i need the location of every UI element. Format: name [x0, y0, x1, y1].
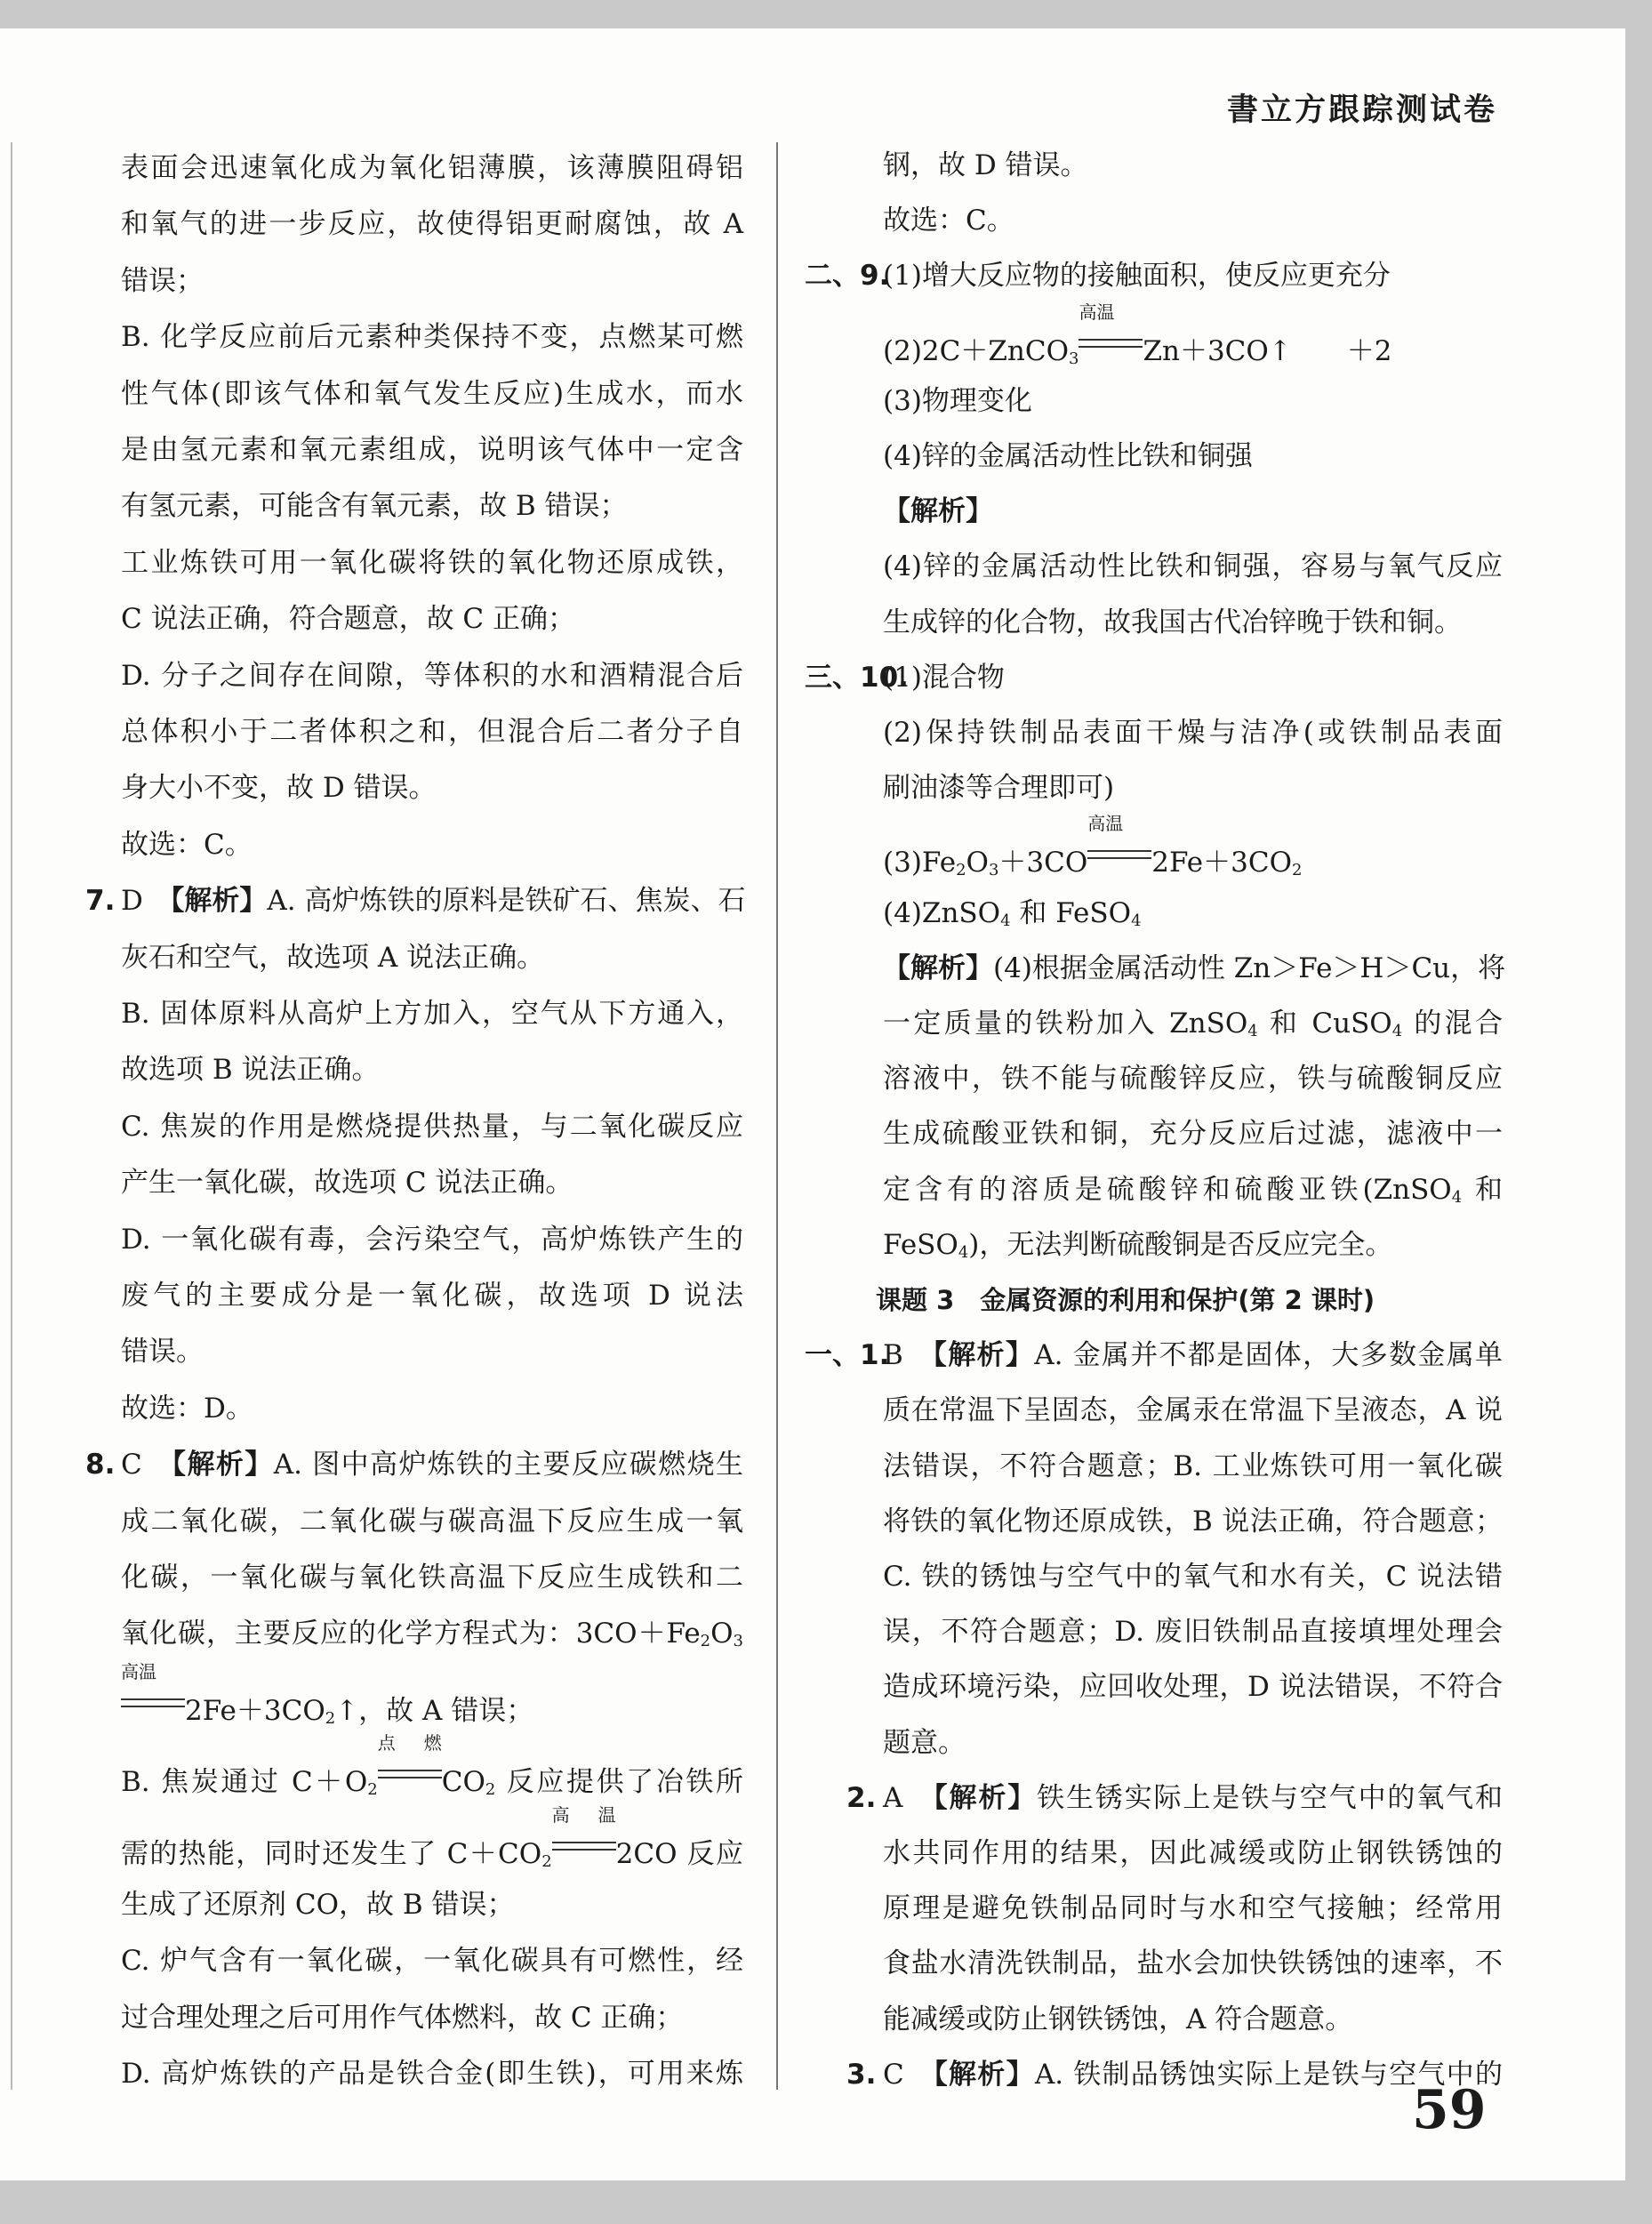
text-line [121, 1389, 743, 1428]
text-run: A. 高炉炼铁的原料是铁矿石、焦炭、石 [267, 885, 746, 918]
analysis-label: 【解析】 [172, 1449, 274, 1481]
text-run: 铁生锈实际上是铁与空气中的氧气和 [1037, 1781, 1504, 1814]
subscript: 3 [733, 1632, 743, 1651]
text-line [883, 1834, 1503, 1873]
text-run: (3)Fe [883, 847, 957, 879]
text-line [883, 2000, 1503, 2039]
subscript: 2 [367, 1780, 378, 1800]
text-line [883, 768, 1503, 807]
subscript: 4 [1131, 911, 1142, 930]
text-line [883, 1391, 1503, 1430]
reaction-condition-equals [377, 1732, 442, 1791]
text-run: 化碳，一氧化碳与氧化铁高温下反应生成铁和二 [121, 1562, 743, 1594]
text-run: 有氢元素，可能含有氧元素，故 B 错误； [121, 490, 628, 523]
text-line [883, 949, 1506, 988]
text-run: (1)混合物 [883, 661, 1005, 694]
text-line [121, 1941, 743, 1980]
text-run: 课题 3 金属资源的利用和保护(第 2 课时) [876, 1285, 1375, 1315]
double-equals-sign [378, 1770, 442, 1778]
question-number: 一、1. [805, 1339, 890, 1372]
text-run: 定含有的溶质是硫酸锌和硫酸亚铁(ZnSO [883, 1173, 1452, 1206]
subscript: 3 [988, 861, 999, 880]
analysis-label: 【解析】 [934, 2058, 1035, 2091]
text-run: 故选项 B 说法正确。 [121, 1054, 380, 1087]
text-run: 性气体(即该气体和氧气发生反应)生成水，而水 [121, 377, 743, 410]
text-line [883, 603, 1503, 642]
text-line [121, 1614, 743, 1653]
text-line [121, 656, 743, 695]
text-run: 生成硫酸亚铁和铜，充分反应后过滤，滤液中一 [883, 1118, 1503, 1151]
text-line [121, 1998, 743, 2037]
text-line [121, 1803, 743, 1874]
text-line [883, 256, 1503, 295]
text-run: 故选：D。 [121, 1392, 253, 1425]
text-run: 产生一氧化碳，故选项 C 说法正确。 [121, 1167, 573, 1200]
text-run: O [966, 847, 989, 879]
text-run: 能减缓或防止钢铁锈蚀，A 符合题意。 [883, 2003, 1353, 2035]
text-run: B. 焦炭通过 C＋O [121, 1766, 368, 1799]
analysis-label: 【解析】 [883, 951, 993, 984]
text-line [121, 261, 743, 301]
subscript: 2 [325, 1708, 336, 1728]
subscript: 2 [1292, 861, 1303, 880]
text-line [883, 1944, 1503, 1983]
text-line [883, 301, 1503, 371]
analysis-label: 【解析】 [934, 1781, 1038, 1814]
subscript: 4 [1247, 1022, 1258, 1040]
text-line [883, 1723, 1503, 1762]
text-run: C. 炉气含有一氧化碳，一氧化碳具有可燃性，经 [121, 1945, 743, 1978]
text-run: 造成环境污染，应回收处理，D 说法错误，不符合 [883, 1671, 1503, 1704]
question-number: 三、10. [805, 661, 909, 694]
reaction-condition-equals [1087, 813, 1151, 871]
subscript: 2 [956, 861, 966, 880]
text-run: 水共同作用的结果，因此减缓或防止钢铁锈蚀的 [883, 1837, 1503, 1869]
analysis-label: 【解析】 [170, 885, 268, 918]
text-run: (3)物理变化 [883, 384, 1032, 417]
text-run: B. 化学反应前后元素种类保持不变，点燃某可燃 [121, 321, 743, 354]
text-run: 题意。 [883, 1726, 966, 1759]
text-line [883, 1059, 1503, 1098]
reaction-condition-label: 高温 [1087, 813, 1124, 835]
text-line [121, 205, 743, 244]
text-line [121, 430, 743, 470]
text-line [883, 1667, 1503, 1706]
text-run: 食盐水清洗铁制品，盐水会加快铁锈蚀的速率，不 [883, 1947, 1503, 1980]
text-run: C. 铁的锈蚀与空气中的氧气和水有关，C 说法错 [883, 1561, 1503, 1593]
subscript: 4 [1391, 1022, 1403, 1040]
text-line [883, 1114, 1503, 1153]
text-line [883, 1557, 1503, 1596]
text-line [121, 825, 743, 864]
page-number: 59 [1412, 2079, 1487, 2141]
text-line [883, 437, 1503, 476]
text-run: 错误。 [121, 1336, 204, 1369]
text-run: A [883, 1781, 934, 1814]
text-run: 过合理处理之后可用作气体燃料，故 C 正确； [121, 2001, 684, 2034]
text-run: 生成锌的化合物，故我国古代冶锌晚于铁和铜。 [883, 606, 1462, 638]
text-run: A. 铁制品锈蚀实际上是铁与空气中的 [1034, 2058, 1504, 2091]
text-run: ＋3CO [998, 847, 1088, 879]
question-number: 二、9. [805, 260, 890, 293]
text-run: 刷油漆等合理即可) [883, 772, 1115, 805]
text-line [883, 713, 1503, 752]
text-run: 氧化碳，主要反应的化学方程式为：3CO＋Fe [121, 1618, 701, 1650]
text-line [883, 381, 1503, 421]
text-run: C 说法正确，符合题意，故 C 正确； [121, 603, 575, 636]
text-line [883, 1889, 1503, 1928]
text-line [883, 1336, 1503, 1375]
subscript: 2 [700, 1632, 711, 1651]
text-run: (2)2C＋ZnCO [883, 334, 1069, 367]
text-line [121, 1220, 743, 1259]
section-heading [876, 1281, 1496, 1320]
text-line [883, 2055, 1503, 2094]
text-run: B. 固体原料从高炉上方加入，空气从下方通入， [121, 998, 743, 1030]
analysis-label: 【解析】 [883, 495, 993, 528]
text-run: 身大小不变，故 D 错误。 [121, 772, 437, 805]
reaction-condition-label: 点燃 [377, 1732, 442, 1754]
text-run: D. 一氧化碳有毒，会污染空气，高炉炼铁产生的 [121, 1223, 743, 1256]
text-run: 法错误，不符合题意；B. 工业炼铁可用一氧化碳 [883, 1449, 1503, 1482]
text-run: 一定质量的铁粉加入 ZnSO [883, 1008, 1248, 1040]
text-run: 错误； [121, 264, 204, 297]
text-run: 工业炼铁可用一氧化碳将铁的氧化物还原成铁， [121, 546, 743, 579]
text-run: 原理是避免铁制品同时与水和空气接触；经常用 [883, 1892, 1503, 1925]
text-line [121, 1502, 743, 1541]
text-run: 2Fe＋3CO [1151, 847, 1293, 879]
text-run: D [121, 885, 171, 918]
text-line [121, 994, 743, 1033]
page-edge-line [11, 142, 12, 2090]
text-run: 是由氢元素和氧元素组成，说明该气体中一定含 [121, 434, 743, 466]
text-run: 2CO 反应 [615, 1837, 743, 1870]
text-run: (4)锌的金属活动性比铁和铜强 [883, 440, 1253, 472]
text-line [883, 813, 1503, 882]
text-line [121, 1163, 743, 1202]
text-line [121, 1332, 743, 1371]
text-line [883, 894, 1503, 933]
text-run: O [710, 1618, 734, 1650]
text-run: C. 焦炭的作用是燃烧提供热量，与二氧化碳反应 [121, 1110, 743, 1143]
text-run: 和氧气的进一步反应，故使得铝更耐腐蚀，故 A [121, 208, 743, 241]
subscript: 4 [958, 1242, 969, 1262]
text-line [121, 1660, 743, 1730]
text-run: B [883, 1339, 934, 1372]
text-run: C [883, 2058, 934, 2091]
reaction-condition-label: 高温 [1079, 301, 1115, 323]
text-run: 将铁的氧化物还原成铁，B 说法正确，符合题意； [883, 1505, 1503, 1538]
text-line [121, 1558, 743, 1597]
text-line [121, 1050, 743, 1089]
text-line [883, 1004, 1503, 1043]
text-line [883, 1447, 1503, 1486]
text-run: 废气的主要成分是一氧化碳，故选项 D 说法 [121, 1280, 743, 1312]
text-run: 需的热能，同时还发生了 C＋CO [121, 1837, 542, 1870]
text-run: 溶液中，铁不能与硫酸锌反应，铁与硫酸铜反应 [883, 1063, 1503, 1096]
text-run: 故选：C。 [121, 828, 253, 861]
text-line [121, 938, 743, 977]
text-run: A. 图中高炉炼铁的主要反应碳燃烧生 [273, 1449, 743, 1481]
text-run: D. 分子之间存在间隙，等体积的水和酒精混合后 [121, 659, 743, 692]
text-run: 生成了还原剂 CO，故 B 错误； [121, 1889, 515, 1921]
text-run: 2Fe＋3CO [185, 1694, 325, 1727]
text-run: (4)ZnSO [883, 896, 1001, 929]
reaction-condition-equals [551, 1803, 616, 1863]
text-run: 灰石和空气，故选项 A 说法正确。 [121, 941, 545, 974]
text-line [121, 1445, 743, 1484]
text-line [883, 1225, 1503, 1265]
text-line [121, 881, 746, 920]
double-equals-sign [121, 1698, 185, 1707]
subscript: 2 [485, 1780, 496, 1800]
text-line [121, 317, 743, 357]
text-run: 反应提供了冶铁所 [495, 1766, 743, 1799]
text-run: D. 高炉炼铁的产品是铁合金(即生铁)，可用来炼 [121, 2058, 743, 2091]
text-line [121, 712, 743, 751]
text-line [121, 486, 743, 526]
double-equals-sign [1087, 850, 1151, 859]
text-line [883, 1612, 1503, 1651]
reaction-condition-label: 高温 [551, 1803, 616, 1826]
subscript: 3 [1069, 349, 1079, 368]
text-line [883, 1502, 1503, 1541]
text-run: ↑，故 A 错误； [335, 1694, 534, 1727]
double-equals-sign [552, 1842, 616, 1851]
text-run: C [121, 1449, 172, 1481]
text-line [883, 492, 1503, 531]
text-run: 表面会迅速氧化成为氧化铝薄膜，该薄膜阻碍铝 [121, 152, 743, 184]
subscript: 2 [541, 1851, 552, 1871]
question-number: 7. [85, 885, 116, 918]
text-run: (4)锌的金属活动性比铁和铜强，容易与氧气反应 [883, 550, 1503, 583]
question-number: 8. [85, 1449, 116, 1481]
subscript: 4 [1000, 911, 1011, 930]
text-line [883, 1170, 1503, 1209]
text-run: (2)保持铁制品表面干燥与洁净(或铁制品表面 [883, 717, 1503, 749]
text-line [121, 543, 743, 582]
text-line [883, 201, 1503, 240]
analysis-label: 【解析】 [933, 1339, 1035, 1372]
text-line [883, 1778, 1503, 1818]
text-run: (4)根据金属活动性 Zn＞Fe＞H＞Cu，将 [993, 951, 1506, 984]
text-run: 成二氧化碳，二氧化碳与碳高温下反应生成一氧 [121, 1505, 743, 1538]
text-run: (1)增大反应物的接触面积，使反应更充分 [883, 260, 1391, 293]
text-run: )，无法判断硫酸铜是否反应完全。 [968, 1228, 1393, 1261]
text-run: CO [441, 1766, 485, 1799]
text-run: 钢，故 D 错误。 [883, 149, 1088, 181]
question-number: 2. [846, 1781, 877, 1814]
text-run: 总体积小于二者体积之和，但混合后二者分子自 [121, 716, 743, 748]
text-line [883, 547, 1503, 586]
text-run: FeSO [883, 1228, 958, 1261]
text-line [121, 374, 743, 413]
text-run: Zn＋3CO↑ ＋2 [1143, 334, 1392, 367]
text-line [121, 768, 743, 807]
text-run: 和 FeSO [1010, 896, 1132, 929]
double-equals-sign [1079, 339, 1143, 348]
text-line [121, 1276, 743, 1315]
reaction-condition-equals [121, 1660, 185, 1720]
text-line [121, 1885, 743, 1924]
text-run: 和 CuSO [1257, 1008, 1392, 1040]
subscript: 4 [1451, 1187, 1463, 1207]
text-line [883, 146, 1503, 185]
text-line [121, 2054, 743, 2093]
question-number: 3. [846, 2058, 877, 2091]
book-series-title: 書立方跟踪测试卷 [1227, 92, 1498, 128]
text-run: 故选：C。 [883, 205, 1014, 237]
text-line [121, 1732, 743, 1802]
text-run: 的混合 [1402, 1008, 1503, 1040]
text-line [121, 149, 743, 188]
text-line [121, 599, 743, 638]
reaction-condition-equals [1079, 301, 1143, 360]
column-divider [776, 142, 778, 2090]
text-line [883, 658, 1503, 697]
text-run: 误，不符合题意；D. 废旧铁制品直接填埋处理会 [883, 1616, 1503, 1649]
reaction-condition-label: 高温 [121, 1660, 156, 1682]
text-run: 质在常温下呈固态，金属汞在常温下呈液态，A 说 [883, 1394, 1503, 1427]
text-run: 和 [1462, 1173, 1504, 1206]
text-run: A. 金属并不都是固体，大多数金属单 [1034, 1339, 1504, 1372]
text-line [121, 1107, 743, 1146]
